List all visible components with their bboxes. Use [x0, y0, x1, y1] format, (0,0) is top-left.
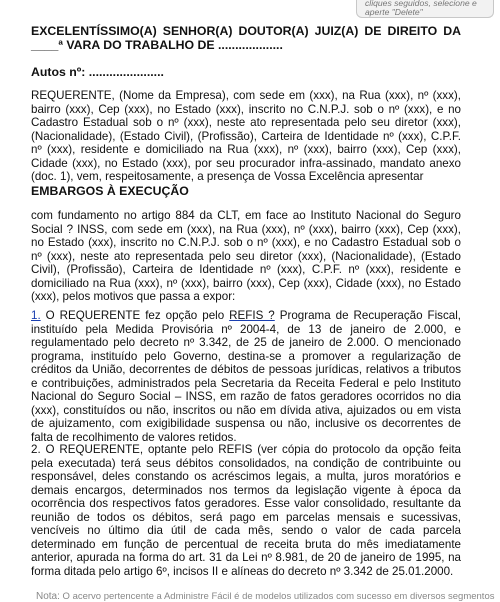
- petitioner-paragraph: REQUERENTE, (Nome da Empresa), com sede em (xxx), na Rua (xxx), nº (xxx), bairro (xxx), Cep (xxx), no Estado (xxx), inscrito no C.N.P.J. sob o nº (xxx), e no Cadastro Estadual sob o nº (xxx), neste ato representada pelo seu diretor (xxx), (Nacionalidade), (Estado Civil), (Profissão), Carteira de Identidade nº (xxx), C.P.F. nº (xxx), residente e domiciliado na Rua (xxx), nº (xxx), bairro (xxx), Cep (xxx), Cidade (xxx), no Estado (xxx), por seu procurador infra-assinado, mandato anexo (doc. 1), vem, respeitosamente, a presença de Vossa Excelência apresentar: [31, 89, 461, 183]
- case-number-heading: Autos nº: ......................: [31, 65, 164, 79]
- refis-text-b: Programa de Recuperação Fiscal, instituído pela Medida Provisória nº 2004-4, de 13 de janeiro de 2.000, e regulamentado pelo decreto nº 3.342, de 25 de janeiro de 2.000. O mencionado programa, instituído pelo Governo, destina-se a promover a regularização de créditos da União, decorrentes de débitos de pessoas jurídicas, relativos a tributos e contribuições, administrados pela Secretaria da Receita Federal e pelo Instituto Nacional do Seguro Social – INSS, em razão de fatos geradores ocorridos no dia (xxx), constituídos ou não, inscritos ou não em dívida ativa, ajuizados ou em vista de ajuizamento, com exigibilidade suspensa ou não, inclusive os decorrentes de falta de recolhimento de valores retidos.: [31, 309, 462, 444]
- footer-note-label: Nota:: [36, 591, 60, 602]
- hint-tooltip: [356, 0, 494, 18]
- paragraph-number-link[interactable]: 1.: [31, 309, 41, 322]
- grounds-paragraph: com fundamento no artigo 884 da CLT, em face ao Instituto Nacional do Seguro Social ? INSS, com sede em (xxx), na Rua (xxx), nº (xxx), bairro (xxx), Cep (xxx), no Estado (xxx), inscrito no C.N.P.J. sob o nº (xxx), e no Cadastro Estadual sob o nº (xxx), neste ato representada pelo seu diretor (xxx), (Nacionalidade), (Estado Civil), (Profissão), Carteira de Identidade nº (xxx), C.P.F. nº (xxx), residente e domiciliado na Rua (xxx), nº (xxx), bairro (xxx), Cep (xxx), Cidade (xxx), no Estado (xxx), pelos motivos que passa a expor:: [31, 209, 461, 303]
- footer-note: [36, 591, 500, 602]
- embargos-heading: EMBARGOS À EXECUÇÃO: [31, 184, 189, 198]
- refis-text-a: O REQUERENTE fez opção pelo: [40, 309, 230, 322]
- refis-term: REFIS ?: [229, 309, 275, 322]
- hint-tooltip-text: cliques seguidos, selecione e aperte "Delete": [365, 0, 477, 17]
- court-heading: EXCELENTÍSSIMO(A) SENHOR(A) DOUTOR(A) JUIZ(A) DE DIREITO DA ____ª VARA DO TRABALHO DE ...................: [31, 24, 461, 52]
- refis-paragraph: [31, 309, 461, 444]
- consolidation-paragraph: 2. O REQUERENTE, optante pelo REFIS (ver cópia do protocolo da opção feita pela executada) terá seus débitos consolidados, na condição de contribuinte ou responsável, deles constando os acréscimos legais, a multa, juros moratórios e demais encargos, determinados nos termos da legislação vigente à época da ocorrência dos respectivos fatos geradores. Esse valor consolidado, resultante da reunião de todos os débitos, será pago em parcelas mensais e sucessivas, vencíveis no último dia útil de cada mês, sendo o valor de cada parcela determinado em função de percentual de receita bruta do mês imediatamente anterior, apurada na forma do art. 31 da Lei nº 8.981, de 20 de janeiro de 1995, na forma ditada pelo artigo 6º, incisos II e alíneas do decreto nº 3.342 de 25.01.2000.: [31, 443, 461, 578]
- footer-note-text: O acervo pertencente a Administre Fácil é de modelos utilizados com sucesso em diversos segmentos: [62, 591, 495, 602]
